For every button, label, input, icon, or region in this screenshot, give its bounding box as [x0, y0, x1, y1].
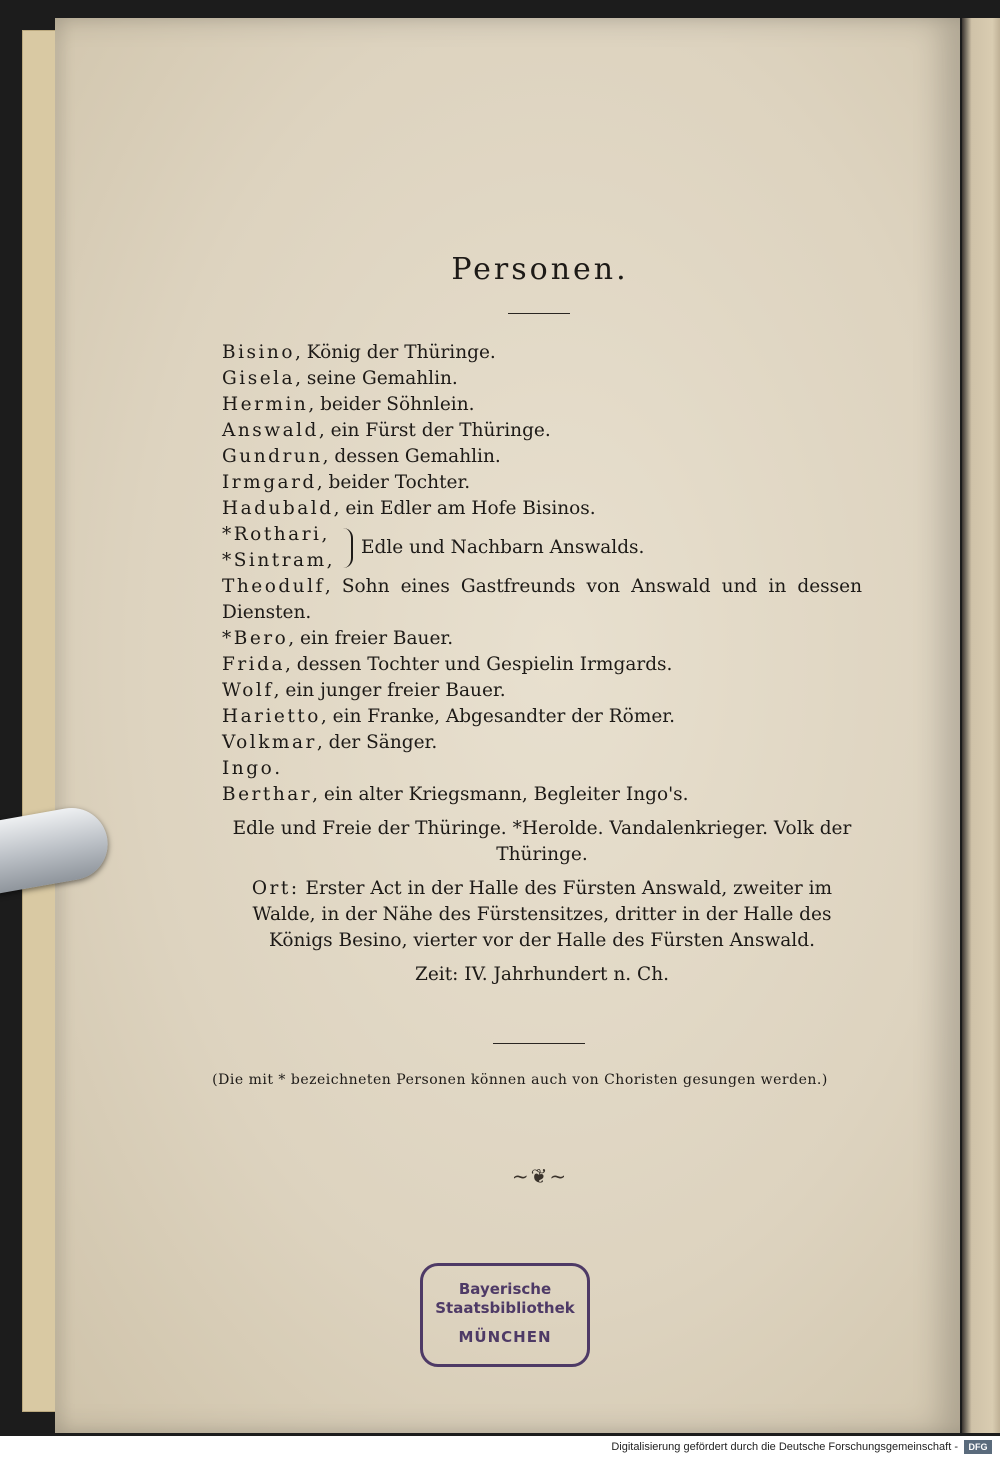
cast-name: *Sintram, — [222, 550, 335, 571]
place-label: Ort: — [251, 878, 300, 899]
footer-rule — [493, 1043, 585, 1044]
cast-name: Theodulf — [222, 576, 325, 597]
cast-name: Frida — [222, 654, 285, 675]
cast-desc: , der Sänger. — [316, 732, 438, 753]
next-page-edge — [962, 18, 1000, 1433]
cast-desc: , beider Söhnlein. — [308, 394, 475, 415]
bracket-desc: Edle und Nachbarn Answalds. — [361, 537, 645, 558]
footer-bar — [0, 1436, 1000, 1459]
cast-name: Irmgard — [222, 472, 317, 493]
cast-entry — [222, 496, 862, 522]
cast-entry — [222, 652, 862, 678]
cast-name: *Bero — [222, 628, 289, 649]
footnote: (Die mit * bezeichneten Personen können auch von Choristen gesungen werden.) — [212, 1072, 828, 1088]
cast-desc: , ein junger freier Bauer. — [273, 680, 506, 701]
cast-name: Gisela — [222, 368, 296, 389]
cast-desc: , seine Gemahlin. — [295, 368, 458, 389]
cast-desc: . — [274, 758, 281, 779]
cast-list — [222, 340, 862, 988]
brace — [341, 528, 353, 568]
place-line — [222, 876, 862, 954]
cast-entry — [222, 730, 862, 756]
cast-desc: , König der Thüringe. — [294, 342, 496, 363]
cast-desc: , dessen Tochter und Gespielin Irmgards. — [284, 654, 673, 675]
cast-name: Hadubald — [222, 498, 334, 519]
cast-entry — [222, 340, 862, 366]
footer-text: Digitalisierung gefördert durch die Deutsche Forschungsgemeinschaft - — [611, 1441, 958, 1453]
cast-name: Hermin — [222, 394, 309, 415]
library-stamp — [420, 1263, 590, 1367]
cast-entry — [222, 470, 862, 496]
cast-entry — [222, 626, 862, 652]
cast-entry — [222, 444, 862, 470]
cast-name: Volkmar — [222, 732, 317, 753]
cast-name: Wolf — [222, 680, 274, 701]
stamp-line: Staatsbibliothek — [435, 1299, 575, 1317]
cast-desc: , ein freier Bauer. — [288, 628, 454, 649]
cast-desc: , Sohn eines Gastfreunds von Answald und in dessen Diensten. — [222, 576, 862, 623]
page-title: Personen. — [451, 252, 629, 287]
cast-entry — [222, 392, 862, 418]
cast-entry — [222, 756, 862, 782]
title-rule — [508, 313, 570, 314]
dfg-logo-icon: DFG — [964, 1440, 992, 1454]
cast-name: Ingo — [222, 758, 275, 779]
stamp-line: Bayerische — [458, 1280, 552, 1298]
cast-entry — [222, 366, 862, 392]
cast-entry — [222, 704, 862, 730]
cast-desc: , ein Fürst der Thüringe. — [318, 420, 551, 441]
cast-desc: , ein Franke, Abgesandter der Römer. — [320, 706, 676, 727]
stamp-line: MÜNCHEN — [458, 1328, 552, 1346]
cast-desc: , dessen Gemahlin. — [322, 446, 501, 467]
cast-name: Harietto — [222, 706, 321, 727]
cast-desc: , ein alter Kriegsmann, Begleiter Ingo's. — [312, 784, 689, 805]
cast-name: Answald — [222, 420, 319, 441]
cast-name: Gundrun — [222, 446, 323, 467]
cast-desc: , ein Edler am Hofe Bisinos. — [333, 498, 596, 519]
cast-entry — [222, 678, 862, 704]
cast-entry — [222, 418, 862, 444]
ensemble-line: Edle und Freie der Thüringe. *Herolde. Vandalenkrieger. Volk der Thüringe. — [232, 818, 852, 865]
cast-name: Bisino — [222, 342, 295, 363]
bracket-group — [222, 522, 862, 574]
time-line: Zeit: IV. Jahrhundert n. Ch. — [415, 964, 669, 985]
cast-desc: , beider Tochter. — [316, 472, 471, 493]
cast-name: *Rothari, — [222, 524, 330, 545]
cast-name: Berthar — [222, 784, 313, 805]
place-text: Erster Act in der Halle des Fürsten Answald, zweiter im Walde, in der Nähe des Fürstensitzes, dritter in der Halle des Königs Besino, vierter vor der Halle des Fürsten Answald. — [252, 878, 833, 951]
bracket-names — [222, 522, 335, 574]
ornament-icon: ~❦~ — [511, 1164, 569, 1188]
cast-entry — [222, 782, 862, 808]
cast-entry — [222, 574, 862, 626]
